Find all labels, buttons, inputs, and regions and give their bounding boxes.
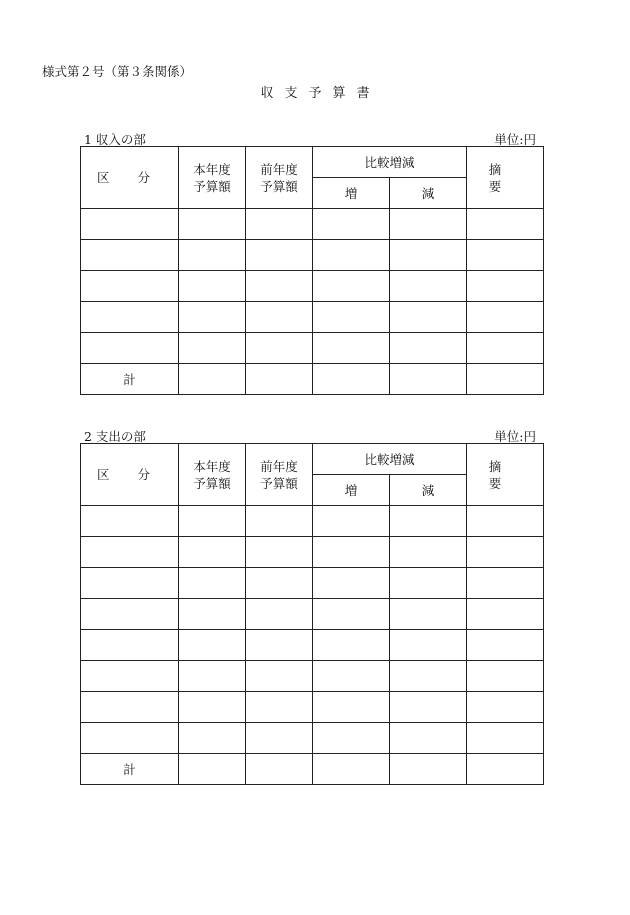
income-section-title: 1 収入の部 xyxy=(84,132,146,147)
table-row xyxy=(81,240,544,271)
table-row xyxy=(81,209,544,240)
previous-budget-header: 前年度 予算額 xyxy=(246,147,313,209)
expense-budget-table xyxy=(80,443,544,785)
current-budget-header: 本年度 予算額 xyxy=(179,147,246,209)
expense-unit-label: 単位:円 xyxy=(494,429,536,444)
category-header: 区 分 xyxy=(81,147,179,209)
income-unit-label: 単位:円 xyxy=(494,132,536,147)
expense-total-row xyxy=(81,754,544,785)
table-row xyxy=(81,723,544,754)
income-header-row xyxy=(81,147,544,178)
table-row xyxy=(81,271,544,302)
expense-section-title: 2 支出の部 xyxy=(84,429,146,444)
total-label: 計 xyxy=(81,364,179,395)
current-budget-header: 本年度 予算額 xyxy=(179,444,246,506)
comparison-header: 比較増減 xyxy=(313,147,467,178)
table-row xyxy=(81,599,544,630)
table-row xyxy=(81,333,544,364)
income-section-header xyxy=(82,130,542,146)
table-row xyxy=(81,568,544,599)
comparison-header: 比較増減 xyxy=(313,444,467,475)
form-number: 様式第２号（第３条関係） xyxy=(42,64,193,79)
remarks-header: 摘 要 xyxy=(467,147,544,209)
table-row xyxy=(81,506,544,537)
increase-header: 増 xyxy=(313,178,390,209)
table-row xyxy=(81,302,544,333)
category-header: 区 分 xyxy=(81,444,179,506)
income-total-row xyxy=(81,364,544,395)
total-label: 計 xyxy=(81,754,179,785)
income-budget-table xyxy=(80,146,544,395)
table-row xyxy=(81,630,544,661)
previous-budget-header: 前年度 予算額 xyxy=(246,444,313,506)
table-row xyxy=(81,537,544,568)
increase-header: 増 xyxy=(313,475,390,506)
expense-section-header xyxy=(82,427,542,443)
decrease-header: 減 xyxy=(390,178,467,209)
expense-header-row xyxy=(81,444,544,475)
table-row xyxy=(81,692,544,723)
table-row xyxy=(81,661,544,692)
remarks-header: 摘 要 xyxy=(467,444,544,506)
document-title: 収支予算書 xyxy=(260,86,381,101)
decrease-header: 減 xyxy=(390,475,467,506)
